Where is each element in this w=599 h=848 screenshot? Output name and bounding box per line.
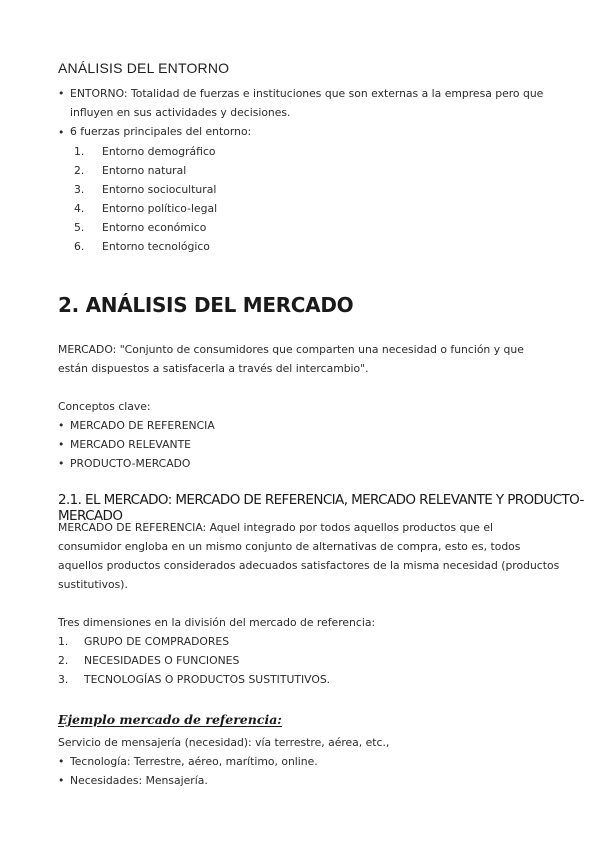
force-number: 2. xyxy=(74,164,85,177)
bullet-marker: • xyxy=(58,419,65,432)
bullet-marker: • xyxy=(58,438,65,451)
example-bullet: Necesidades: Mensajería. xyxy=(70,774,208,787)
mercado-definition-line: MERCADO: "Conjunto de consumidores que comparten una necesidad o función y que xyxy=(58,343,524,356)
concept-item: MERCADO DE REFERENCIA xyxy=(70,419,215,432)
section-title-mercado-referencia: 2.1. EL MERCADO: MERCADO DE REFERENCIA, MERCADO RELEVANTE Y PRODUCTO-MERCADO xyxy=(58,492,584,524)
bullet-entorno-continuation: influyen en sus actividades y decisiones. xyxy=(70,106,291,119)
dimension-number: 2. xyxy=(58,654,69,667)
force-label: Entorno político-legal xyxy=(102,202,218,215)
referencia-definition-line: sustitutivos). xyxy=(58,578,128,591)
bullet-marker: • xyxy=(58,126,65,139)
concept-item: PRODUCTO-MERCADO xyxy=(70,457,191,470)
force-number: 4. xyxy=(74,202,85,215)
section-title-entorno: ANÁLISIS DEL ENTORNO xyxy=(58,60,230,76)
example-line: Servicio de mensajería (necesidad): vía terrestre, aérea, etc., xyxy=(58,736,390,749)
bullet-entorno-definition: ENTORNO: Totalidad de fuerzas e instituciones que son externas a la empresa pero que xyxy=(70,87,544,100)
bullet-marker: • xyxy=(58,755,65,768)
mercado-definition-line: están dispuestos a satisfacerla a través del intercambio". xyxy=(58,362,369,375)
dimension-number: 1. xyxy=(58,635,69,648)
dimension-label: TECNOLOGÍAS O PRODUCTOS SUSTITUTIVOS. xyxy=(84,673,331,686)
dimensions-heading: Tres dimensiones en la división del mercado de referencia: xyxy=(58,616,376,629)
bullet-six-forces: 6 fuerzas principales del entorno: xyxy=(70,125,252,138)
concepts-heading: Conceptos clave: xyxy=(58,400,151,413)
bullet-marker: • xyxy=(58,457,65,470)
example-title: Ejemplo mercado de referencia: xyxy=(58,712,282,727)
force-number: 6. xyxy=(74,240,85,253)
dimension-number: 3. xyxy=(58,673,69,686)
force-number: 3. xyxy=(74,183,85,196)
bullet-marker: • xyxy=(58,87,65,100)
referencia-definition-line: MERCADO DE REFERENCIA: Aquel integrado por todos aquellos productos que el xyxy=(58,521,493,534)
force-label: Entorno sociocultural xyxy=(102,183,217,196)
force-number: 1. xyxy=(74,145,85,158)
force-label: Entorno demográfico xyxy=(102,145,216,158)
force-number: 5. xyxy=(74,221,85,234)
force-label: Entorno natural xyxy=(102,164,187,177)
bullet-marker: • xyxy=(58,774,65,787)
concept-item: MERCADO RELEVANTE xyxy=(70,438,192,451)
dimension-label: GRUPO DE COMPRADORES xyxy=(84,635,230,648)
dimension-label: NECESIDADES O FUNCIONES xyxy=(84,654,240,667)
example-bullet: Tecnología: Terrestre, aéreo, marítimo, online. xyxy=(70,755,318,768)
referencia-definition-line: aquellos productos considerados adecuados satisfactores de la misma necesidad (productos xyxy=(58,559,560,572)
section-title-mercado: 2. ANÁLISIS DEL MERCADO xyxy=(58,293,354,317)
referencia-definition-line: consumidor engloba en un mismo conjunto de alternativas de compra, esto es, todos xyxy=(58,540,521,553)
force-label: Entorno tecnológico xyxy=(102,240,210,253)
force-label: Entorno económico xyxy=(102,221,207,234)
